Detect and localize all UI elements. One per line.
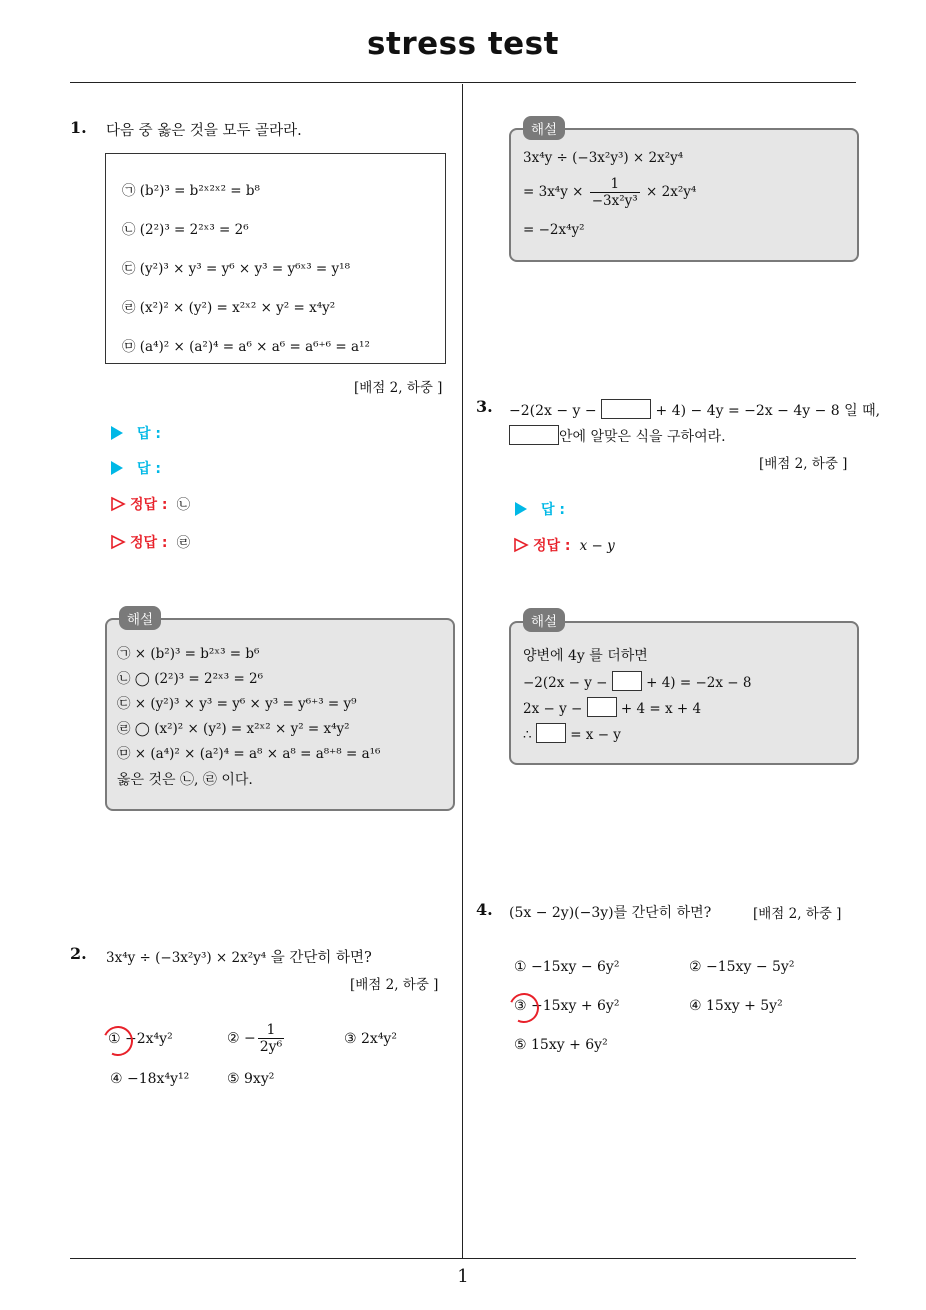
column-divider [462,84,463,1258]
q4-number: 4. [476,900,493,919]
choice-text: −18x⁴y¹² [127,1071,190,1087]
q2-prompt-math: 3x⁴y ÷ (−3x²y³) × 2x²y⁴ [106,950,267,966]
q3-prompt-line-2 [509,425,726,446]
fraction-denominator: −3x²y³ [591,193,638,209]
choice-number: ④ [110,1071,123,1087]
q1-item: ㉡ (2²)³ = 2²ˣ³ = 2⁶ [122,222,249,238]
filled-triangle-icon [515,502,527,516]
q3-explanation-box [509,621,859,765]
explanation-fragment: = 3x⁴y × [523,184,584,200]
fraction [590,176,640,209]
q1-prompt: 다음 중 옳은 것을 모두 골라라. [106,123,302,139]
fraction-denominator: 2y⁶ [259,1039,283,1055]
choice-number: ④ [689,998,702,1014]
explanation-line: ㉣ ◯ (x²)² × (y²) = x²ˣ² × y² = x⁴y² [117,721,350,737]
choice-text: 9xy² [244,1071,275,1087]
correct-label: 정답 : [533,538,571,554]
q2-choice-2[interactable] [227,1022,286,1055]
correct-value: x − y [579,538,615,554]
choice-text: 15xy + 6y² [531,1037,608,1053]
choice-text: −15xy + 6y² [531,998,620,1014]
selected-circle-mark [99,1022,137,1060]
q3-meta: [배점 2, 하중 ] [759,456,848,472]
q1-answer-row-1 [111,423,161,443]
q1-item: ㉠ (b²)³ = b²ˣ²ˣ² = b⁸ [122,183,260,199]
explanation-line: ㉢ × (y²)³ × y³ = y⁶ × y³ = y⁶⁺³ = y⁹ [117,696,357,712]
choice-number: ① [108,1031,121,1047]
explanation-fragment: ∴ [523,727,532,743]
q4-choice-5[interactable] [514,1037,608,1053]
explanation-fragment: −2(2x − y − [523,675,608,691]
q2-explanation-box [509,128,859,262]
choice-number: ③ [344,1031,357,1047]
q1-answer-row-2 [111,458,161,478]
explanation-fragment: 2x − y − [523,701,583,717]
explanation-line: 양변에 4y 를 더하면 [523,648,648,664]
explanation-line: = −2x⁴y² [523,222,585,238]
choice-text: − [244,1030,256,1047]
filled-triangle-icon [111,461,123,475]
q1-meta: [배점 2, 하중 ] [354,380,443,396]
explanation-line [523,176,696,209]
choice-number: ⑤ [227,1071,240,1087]
q2-choice-4[interactable] [110,1071,189,1087]
explanation-line: ㉡ ◯ (2²)³ = 2²ˣ³ = 2⁶ [117,671,264,687]
choice-number: ③ [514,998,527,1014]
q3-number: 3. [476,397,493,416]
q1-correct-row-2 [110,531,190,552]
correct-value: ㉡ [176,497,191,513]
fraction-numerator: 1 [258,1022,284,1039]
q1-item: ㉢ (y²)³ × y³ = y⁶ × y³ = y⁶ˣ³ = y¹⁸ [122,261,350,277]
prompt-fragment: 안에 알맞은 식을 구하여라. [559,429,726,445]
blank-box [601,399,651,419]
q2-prompt [106,946,372,967]
header-rule [70,82,856,83]
choice-text: 15xy + 5y² [706,998,783,1014]
choice-text: −2x⁴y² [125,1031,173,1047]
fraction-numerator: 1 [590,176,640,193]
page-title: stress test [367,26,559,62]
choice-text: −15xy − 6y² [531,959,620,975]
q3-prompt-line-1 [509,399,880,420]
blank-box [509,425,559,445]
q2-meta: [배점 2, 하중 ] [350,977,439,993]
footer-rule [70,1258,856,1259]
choice-number: ⑤ [514,1037,527,1053]
explanation-line: ㉤ × (a⁴)² × (a²)⁴ = a⁸ × a⁸ = a⁸⁺⁸ = a¹⁶ [117,746,381,762]
choice-number: ② [227,1030,240,1047]
q1-statement-box [105,153,446,364]
explanation-conclusion: 옳은 것은 ㉡, ㉣ 이다. [117,772,253,788]
explanation-line [523,697,701,717]
q4-meta: [배점 2, 하중 ] [753,906,842,922]
answer-label: 답 : [137,461,161,477]
correct-value: ㉣ [176,535,191,551]
choice-number: ② [689,959,702,975]
correct-label: 정답 : [130,497,168,513]
q1-item: ㉤ (a⁴)² × (a²)⁴ = a⁶ × a⁶ = a⁶⁺⁶ = a¹² [122,339,370,355]
filled-triangle-icon [111,426,123,440]
explanation-fragment: = x − y [570,727,621,743]
q1-correct-row-1 [110,493,190,514]
q4-choice-1[interactable] [514,959,619,975]
outline-triangle-icon [110,534,126,550]
answer-label: 답 : [137,426,161,442]
selected-circle-mark [505,989,543,1027]
q2-number: 2. [70,944,87,963]
q2-choice-3[interactable] [344,1031,397,1047]
fraction [258,1022,284,1055]
explanation-tab: 해설 [119,606,161,630]
choice-text: 2x⁴y² [361,1031,397,1047]
q1-number: 1. [70,118,87,137]
q4-prompt: (5x − 2y)(−3y)를 간단히 하면? [509,905,712,921]
explanation-line [523,723,621,743]
q4-choice-4[interactable] [689,998,783,1014]
correct-label: 정답 : [130,535,168,551]
prompt-fragment: + 4) − 4y = −2x − 4y − 8 일 때, [655,403,881,419]
q3-correct-row [513,535,615,555]
q4-choice-2[interactable] [689,959,794,975]
explanation-fragment: + 4) = −2x − 8 [646,675,752,691]
explanation-line: ㉠ × (b²)³ = b²ˣ³ = b⁶ [117,646,260,662]
answer-label: 답 : [541,502,565,518]
explanation-tab: 해설 [523,608,565,632]
q1-item: ㉣ (x²)² × (y²) = x²ˣ² × y² = x⁴y² [122,300,336,316]
q3-answer-row [515,499,565,519]
blank-box [612,671,642,691]
blank-box [587,697,617,717]
page-number: 1 [457,1266,469,1287]
explanation-tab: 해설 [523,116,565,140]
prompt-fragment: −2(2x − y − [509,403,597,419]
explanation-fragment: + 4 = x + 4 [620,701,702,717]
choice-text: −15xy − 5y² [706,959,795,975]
q2-prompt-text: 을 간단히 하면? [270,950,372,966]
explanation-fragment: × 2x²y⁴ [646,184,697,200]
q1-explanation-box [105,618,455,811]
blank-box [536,723,566,743]
q2-choice-5[interactable] [227,1071,274,1087]
outline-triangle-icon [110,496,126,512]
outline-triangle-icon [513,537,529,553]
explanation-line [523,671,751,691]
choice-number: ① [514,959,527,975]
explanation-line: 3x⁴y ÷ (−3x²y³) × 2x²y⁴ [523,150,684,166]
